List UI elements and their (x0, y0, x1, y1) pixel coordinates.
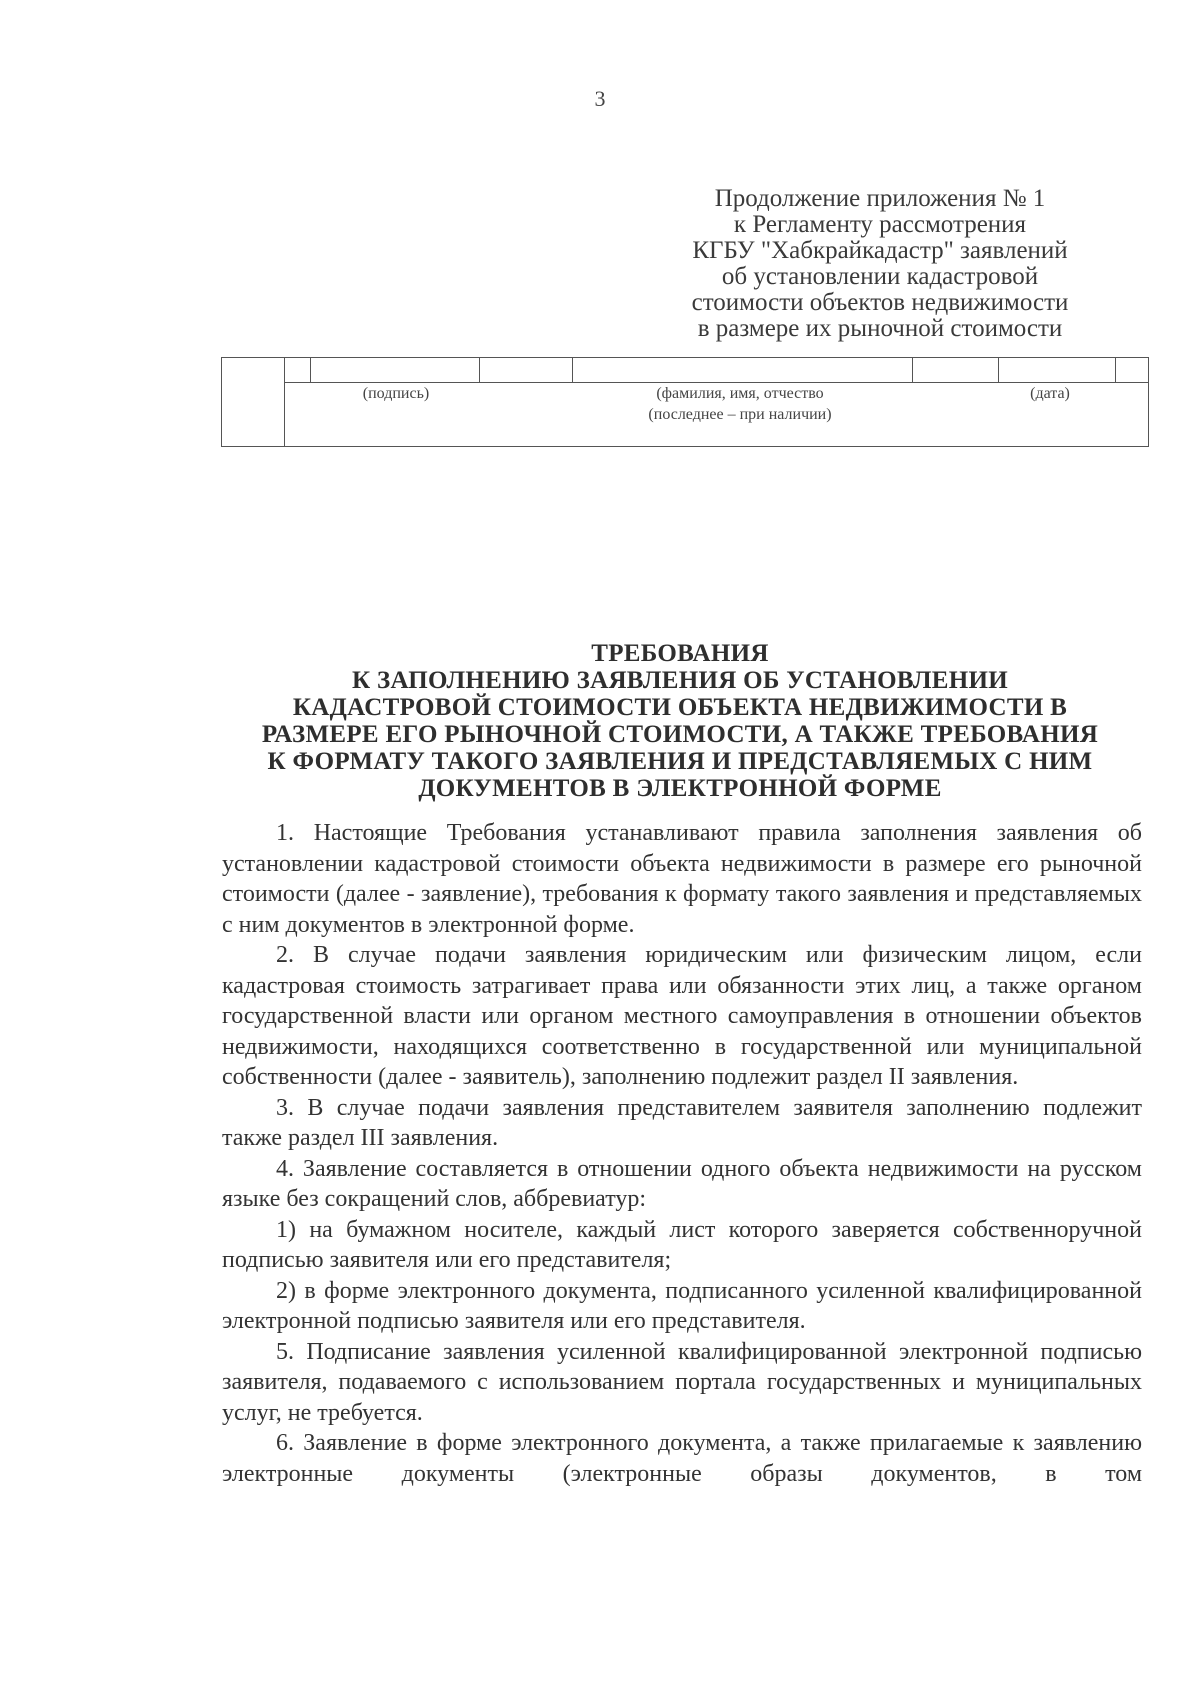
table-row-divider (284, 382, 1148, 383)
table-cell-divider (310, 358, 311, 382)
table-cell-divider (572, 358, 573, 382)
appendix-header-line: стоимости объектов недвижимости (691, 289, 1069, 316)
appendix-header-line: к Регламенту рассмотрения (733, 211, 1027, 238)
name-caption-line2: (последнее – при наличии) (648, 406, 832, 423)
page-number: 3 (594, 86, 606, 111)
paragraph: 3. В случае подачи заявления представителем заявителя заполнению подлежит также раздел III заявления. (222, 1094, 1142, 1151)
table-cell-divider (998, 358, 999, 382)
appendix-header-line: КГБУ "Хабкрайкадастр" заявлений (692, 237, 1068, 264)
paragraph: 1. Настоящие Требования устанавливают правила заполнения заявления об установлении кадастровой стоимости объекта недвижимости в размере его рыночной стоимости (далее - заявление), требования к формату такого заявления и представляемых с ним документов в электронной форме. (222, 820, 1142, 938)
table-cell-divider (912, 358, 913, 382)
title-line: ТРЕБОВАНИЯ (591, 640, 769, 667)
paragraph: 4. Заявление составляется в отношении одного объекта недвижимости на русском языке без сокращений слов, аббревиатур: (222, 1155, 1142, 1212)
paragraph: 2. В случае подачи заявления юридическим или физическим лицом, если кадастровая стоимость затрагивает права или обязанности этих лиц, а также органом государственной власти или органом местного самоуправления в отношении объектов недвижимости, находящихся соответственно в государственной или муниципальной собственности (далее - заявитель), заполнению подлежит раздел II заявления. (222, 942, 1142, 1090)
paragraph: 2) в форме электронного документа, подписанного усиленной квалифицированной электронной подписью заявителя или его представителя. (222, 1277, 1142, 1334)
table-cell-divider (479, 358, 480, 382)
title-line: РАЗМЕРЕ ЕГО РЫНОЧНОЙ СТОИМОСТИ, А ТАКЖЕ ТРЕБОВАНИЯ (261, 721, 1099, 748)
signature-caption: (подпись) (362, 385, 430, 402)
paragraph: 1) на бумажном носителе, каждый лист которого заверяется собственноручной подписью заявителя или его представителя; (222, 1216, 1142, 1273)
table-cell-divider (1115, 358, 1116, 382)
title-line: КАДАСТРОВОЙ СТОИМОСТИ ОБЪЕКТА НЕДВИЖИМОСТИ В (292, 694, 1068, 721)
title-line: К ЗАПОЛНЕНИЮ ЗАЯВЛЕНИЯ ОБ УСТАНОВЛЕНИИ (352, 667, 1008, 694)
title-line: ДОКУМЕНТОВ В ЭЛЕКТРОННОЙ ФОРМЕ (418, 775, 942, 802)
appendix-header (660, 186, 1100, 342)
date-caption: (дата) (1030, 385, 1070, 402)
paragraph: 5. Подписание заявления усиленной квалифицированной электронной подписью заявителя, подаваемого с использованием портала государственных и муниципальных услуг, не требуется. (222, 1338, 1142, 1426)
appendix-header-line: в размере их рыночной стоимости (697, 315, 1063, 342)
appendix-header-line: Продолжение приложения № 1 (714, 185, 1046, 212)
table-divider (284, 358, 285, 446)
document-title (200, 640, 1160, 802)
appendix-header-line: об установлении кадастровой (721, 263, 1039, 290)
name-caption-line1: (фамилия, имя, отчество (656, 385, 824, 402)
title-line: К ФОРМАТУ ТАКОГО ЗАЯВЛЕНИЯ И ПРЕДСТАВЛЯЕМЫХ С НИМ (267, 748, 1093, 775)
document-body (222, 818, 1142, 1489)
paragraph: 6. Заявление в форме электронного документа, а также прилагаемые к заявлению электронные документы (электронные образы документов, в том (222, 1430, 1142, 1487)
